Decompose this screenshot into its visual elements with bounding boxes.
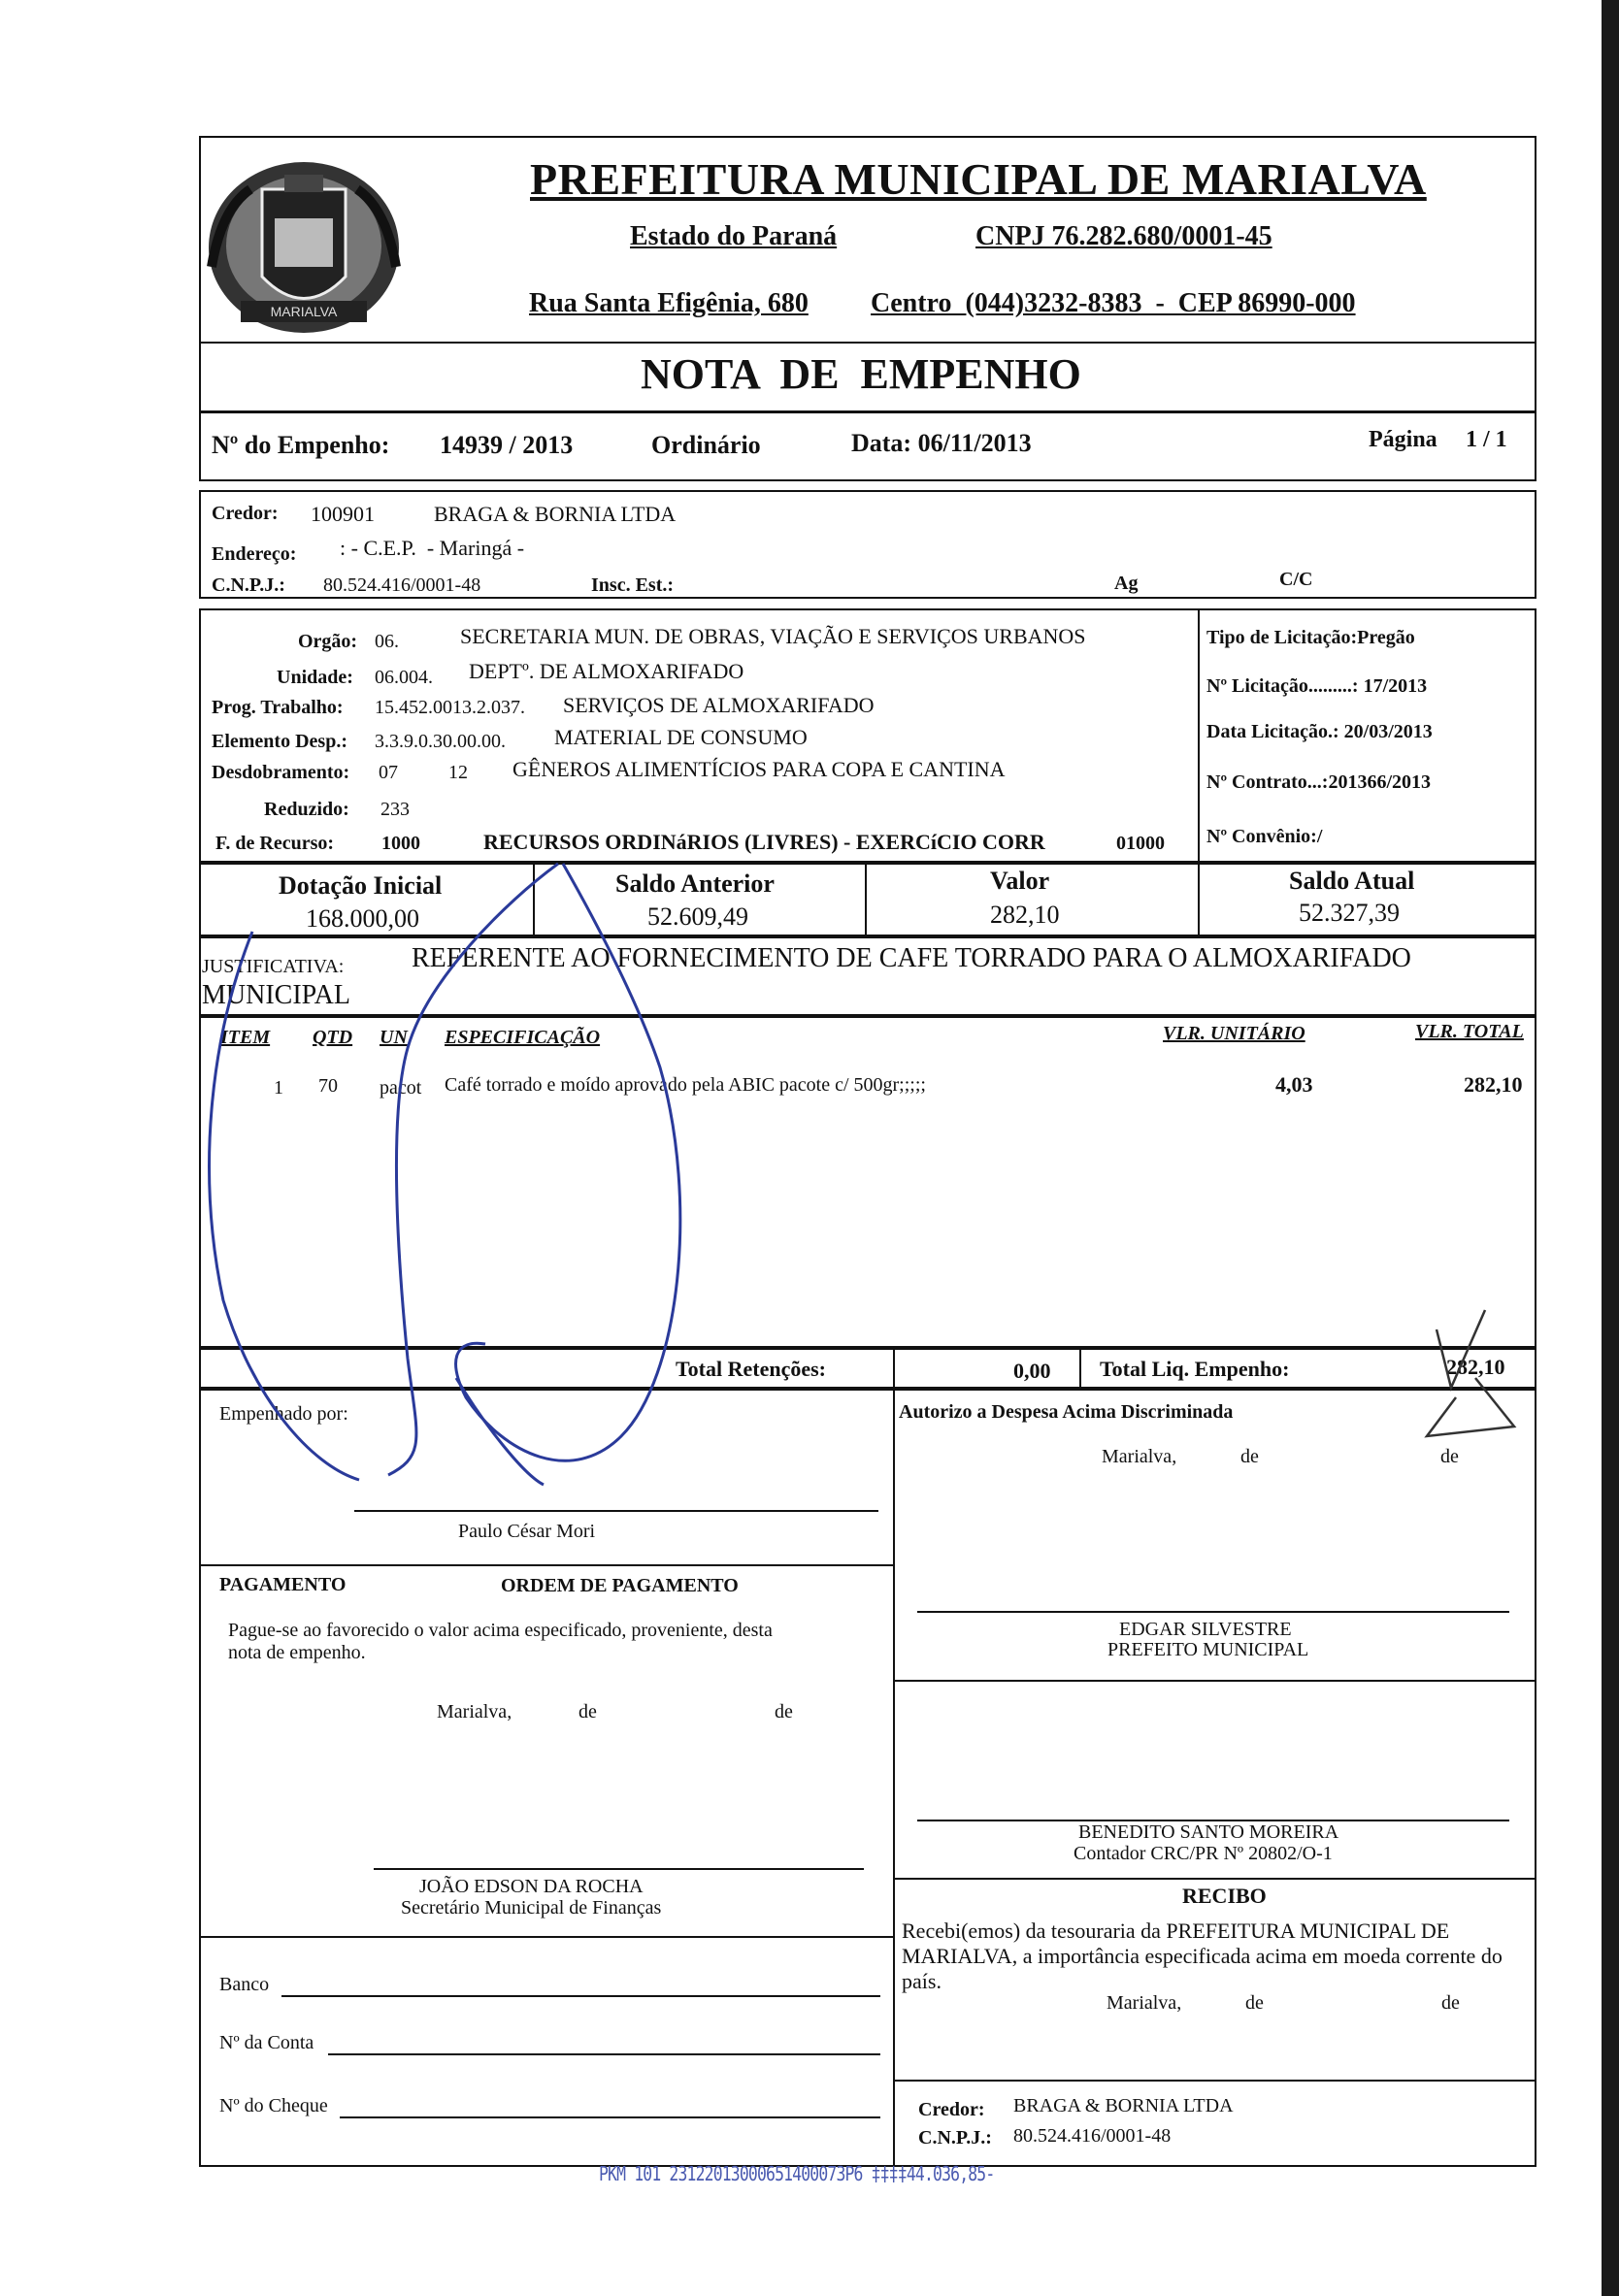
col-header-unitario: VLR. UNITÁRIO bbox=[1163, 1023, 1305, 1044]
desdobramento-b: 12 bbox=[448, 762, 468, 783]
fonte-label: F. de Recurso: bbox=[215, 833, 335, 854]
saldo-atual-label: Saldo Atual bbox=[1289, 867, 1415, 895]
recibo-cnpj-value: 80.524.416/0001-48 bbox=[1013, 2125, 1172, 2147]
footer-stamp: PKM 101 23122013000651400073P6 ‡‡‡‡44.036,85- bbox=[599, 2162, 995, 2185]
pagamento-de2: de bbox=[775, 1701, 793, 1722]
item-number: 1 bbox=[274, 1077, 283, 1099]
cnpj-value: 80.524.416/0001-48 bbox=[323, 574, 481, 596]
col-header-qtd: QTD bbox=[313, 1027, 353, 1048]
reduzido-value: 233 bbox=[380, 799, 410, 820]
recibo-cnpj-label: C.N.P.J.: bbox=[918, 2127, 992, 2148]
pagamento-de1: de bbox=[578, 1701, 597, 1722]
numero-licitacao: Nº Licitação.........: 17/2013 bbox=[1206, 675, 1428, 697]
numero-convenio: Nº Convênio:/ bbox=[1206, 826, 1323, 847]
endereco-value: : - C.E.P. - Maringá - bbox=[340, 536, 525, 560]
unidade-label: Unidade: bbox=[277, 667, 353, 688]
banco-label: Banco bbox=[219, 1974, 270, 1995]
empenho-type: Ordinário bbox=[651, 431, 761, 459]
contador-nome: BENEDITO SANTO MOREIRA bbox=[1078, 1821, 1339, 1843]
page-title: PREFEITURA MUNICIPAL DE MARIALVA bbox=[530, 154, 1427, 204]
orgao-value: 06. bbox=[375, 631, 399, 652]
recibo-de2: de bbox=[1441, 1992, 1460, 2014]
credor-code: 100901 bbox=[311, 502, 375, 526]
orgao-label: Orgão: bbox=[298, 631, 358, 652]
reduzido-label: Reduzido: bbox=[264, 799, 349, 820]
municipal-crest-icon bbox=[202, 150, 406, 344]
totais-box bbox=[199, 1348, 1536, 1389]
col-header-especificacao: ESPECIFICAÇÃO bbox=[445, 1027, 601, 1048]
recibo-line2: MARIALVA, a importância especificada acima em moeda corrente do bbox=[902, 1944, 1503, 1968]
credor-name: BRAGA & BORNIA LTDA bbox=[434, 502, 677, 526]
recibo-credor-value: BRAGA & BORNIA LTDA bbox=[1013, 2095, 1234, 2116]
elemento-value: 3.3.9.0.30.00.00. bbox=[375, 731, 506, 752]
saldo-anterior-value: 52.609,49 bbox=[647, 902, 748, 931]
liquido-label: Total Liq. Empenho: bbox=[1100, 1357, 1290, 1381]
unidade-value: 06.004. bbox=[375, 667, 433, 688]
credor-label: Credor: bbox=[212, 503, 279, 524]
justificativa-line1: REFERENTE AO FORNECIMENTO DE CAFE TORRADO PARA O ALMOXARIFADO bbox=[412, 943, 1411, 973]
address-street: Rua Santa Efigênia, 680 bbox=[529, 288, 809, 318]
autorizo-de2: de bbox=[1440, 1446, 1459, 1467]
dotacao-label: Dotação Inicial bbox=[279, 871, 443, 900]
desdobramento-desc: GÊNEROS ALIMENTÍCIOS PARA COPA E CANTINA bbox=[512, 757, 1006, 781]
recibo-cidade: Marialva, bbox=[1107, 1992, 1182, 2014]
cheque-label: Nº do Cheque bbox=[219, 2095, 328, 2116]
contador-cargo: Contador CRC/PR Nº 20802/O-1 bbox=[1074, 1843, 1333, 1864]
recibo-line3: país. bbox=[902, 1969, 942, 1993]
pagamento-label: PAGAMENTO bbox=[219, 1574, 347, 1595]
fonte-desc: RECURSOS ORDINáRIOS (LIVRES) - EXERCíCIO CORR bbox=[483, 830, 1045, 854]
fonte-code: 01000 bbox=[1116, 833, 1165, 854]
valor-label: Valor bbox=[990, 867, 1050, 895]
insc-est-label: Insc. Est.: bbox=[591, 574, 675, 596]
desdobramento-label: Desdobramento: bbox=[212, 762, 350, 783]
item-unitario: 4,03 bbox=[1275, 1072, 1313, 1097]
empenhado-label: Empenhado por: bbox=[219, 1403, 348, 1425]
col-header-item: ITEM bbox=[220, 1027, 271, 1048]
elemento-label: Elemento Desp.: bbox=[212, 731, 347, 752]
prefeito-nome: EDGAR SILVESTRE bbox=[1119, 1619, 1292, 1640]
svg-text:MARIALVA: MARIALVA bbox=[270, 304, 338, 319]
pagamento-cidade: Marialva, bbox=[437, 1701, 512, 1722]
items-box bbox=[199, 1016, 1536, 1348]
saldo-atual-value: 52.327,39 bbox=[1299, 899, 1400, 927]
recibo-line1: Recebi(emos) da tesouraria da PREFEITURA MUNICIPAL DE bbox=[902, 1919, 1450, 1943]
endereco-label: Endereço: bbox=[212, 543, 297, 565]
ordem-pagamento-label: ORDEM DE PAGAMENTO bbox=[501, 1575, 739, 1596]
justificativa-label: JUSTIFICATIVA: bbox=[202, 956, 345, 977]
state-name: Estado do Paraná bbox=[630, 221, 838, 251]
autorizo-text: Autorizo a Despesa Acima Discriminada bbox=[899, 1401, 1234, 1423]
fonte-value: 1000 bbox=[381, 833, 420, 854]
document-title: NOTA DE EMPENHO bbox=[641, 350, 1081, 398]
retencoes-value: 0,00 bbox=[1013, 1359, 1051, 1383]
empenhado-nome: Paulo César Mori bbox=[458, 1521, 596, 1542]
valor-value: 282,10 bbox=[990, 901, 1060, 929]
retencoes-label: Total Retenções: bbox=[676, 1357, 826, 1381]
recibo-de1: de bbox=[1245, 1992, 1264, 2014]
prog-value: 15.452.0013.2.037. bbox=[375, 697, 525, 718]
saldo-anterior-label: Saldo Anterior bbox=[615, 869, 775, 898]
cnpj-label: C.N.P.J.: bbox=[212, 574, 285, 596]
empenho-number: 14939 / 2013 bbox=[440, 431, 574, 459]
recibo-credor-label: Credor: bbox=[918, 2099, 985, 2120]
ag-label: Ag bbox=[1114, 573, 1139, 594]
cc-label: C/C bbox=[1279, 569, 1313, 590]
prog-desc: SERVIÇOS DE ALMOXARIFADO bbox=[563, 693, 875, 717]
liquido-value: 282,10 bbox=[1446, 1355, 1505, 1379]
secretario-cargo: Secretário Municipal de Finanças bbox=[401, 1897, 662, 1919]
item-un: pacot bbox=[380, 1077, 422, 1099]
item-especificacao: Café torrado e moído aprovado pela ABIC pacote c/ 500gr;;;;; bbox=[445, 1074, 926, 1096]
numero-contrato: Nº Contrato...:201366/2013 bbox=[1206, 771, 1432, 793]
item-total: 282,10 bbox=[1464, 1072, 1523, 1097]
empenho-label: Nº do Empenho: bbox=[212, 431, 390, 459]
cnpj-header: CNPJ 76.282.680/0001-45 bbox=[975, 221, 1272, 251]
dotacao-value: 168.000,00 bbox=[306, 904, 419, 933]
signatures-box bbox=[199, 1389, 1536, 2167]
col-header-un: UN bbox=[380, 1027, 408, 1048]
data-licitacao: Data Licitação.: 20/03/2013 bbox=[1206, 721, 1433, 742]
empenho-date: Data: 06/11/2013 bbox=[851, 429, 1032, 457]
tipo-licitacao: Tipo de Licitação:Pregão bbox=[1206, 627, 1415, 648]
item-qtd: 70 bbox=[318, 1075, 338, 1097]
recibo-title: RECIBO bbox=[1182, 1884, 1267, 1908]
page-number: 1 / 1 bbox=[1466, 427, 1507, 452]
prog-label: Prog. Trabalho: bbox=[212, 697, 344, 718]
autorizo-cidade: Marialva, bbox=[1102, 1446, 1177, 1467]
justificativa-line2: MUNICIPAL bbox=[202, 980, 350, 1010]
elemento-desc: MATERIAL DE CONSUMO bbox=[554, 725, 808, 749]
page-label: Página bbox=[1369, 427, 1437, 452]
autorizo-de1: de bbox=[1240, 1446, 1259, 1467]
prefeito-cargo: PREFEITO MUNICIPAL bbox=[1107, 1639, 1309, 1660]
secretario-nome: JOÃO EDSON DA ROCHA bbox=[419, 1876, 644, 1897]
pagamento-texto2: nota de empenho. bbox=[228, 1642, 366, 1663]
address-rest: Centro (044)3232-8383 - CEP 86990-000 bbox=[871, 288, 1356, 318]
orgao-desc: SECRETARIA MUN. DE OBRAS, VIAÇÃO E SERVIÇOS URBANOS bbox=[460, 624, 1086, 648]
unidade-desc: DEPTº. DE ALMOXARIFADO bbox=[469, 659, 744, 683]
desdobramento-a: 07 bbox=[379, 762, 398, 783]
conta-label: Nº da Conta bbox=[219, 2032, 314, 2053]
scan-edge bbox=[1602, 0, 1619, 2296]
pagamento-texto1: Pague-se ao favorecido o valor acima especificado, proveniente, desta bbox=[228, 1620, 773, 1641]
col-header-total: VLR. TOTAL bbox=[1415, 1021, 1524, 1042]
